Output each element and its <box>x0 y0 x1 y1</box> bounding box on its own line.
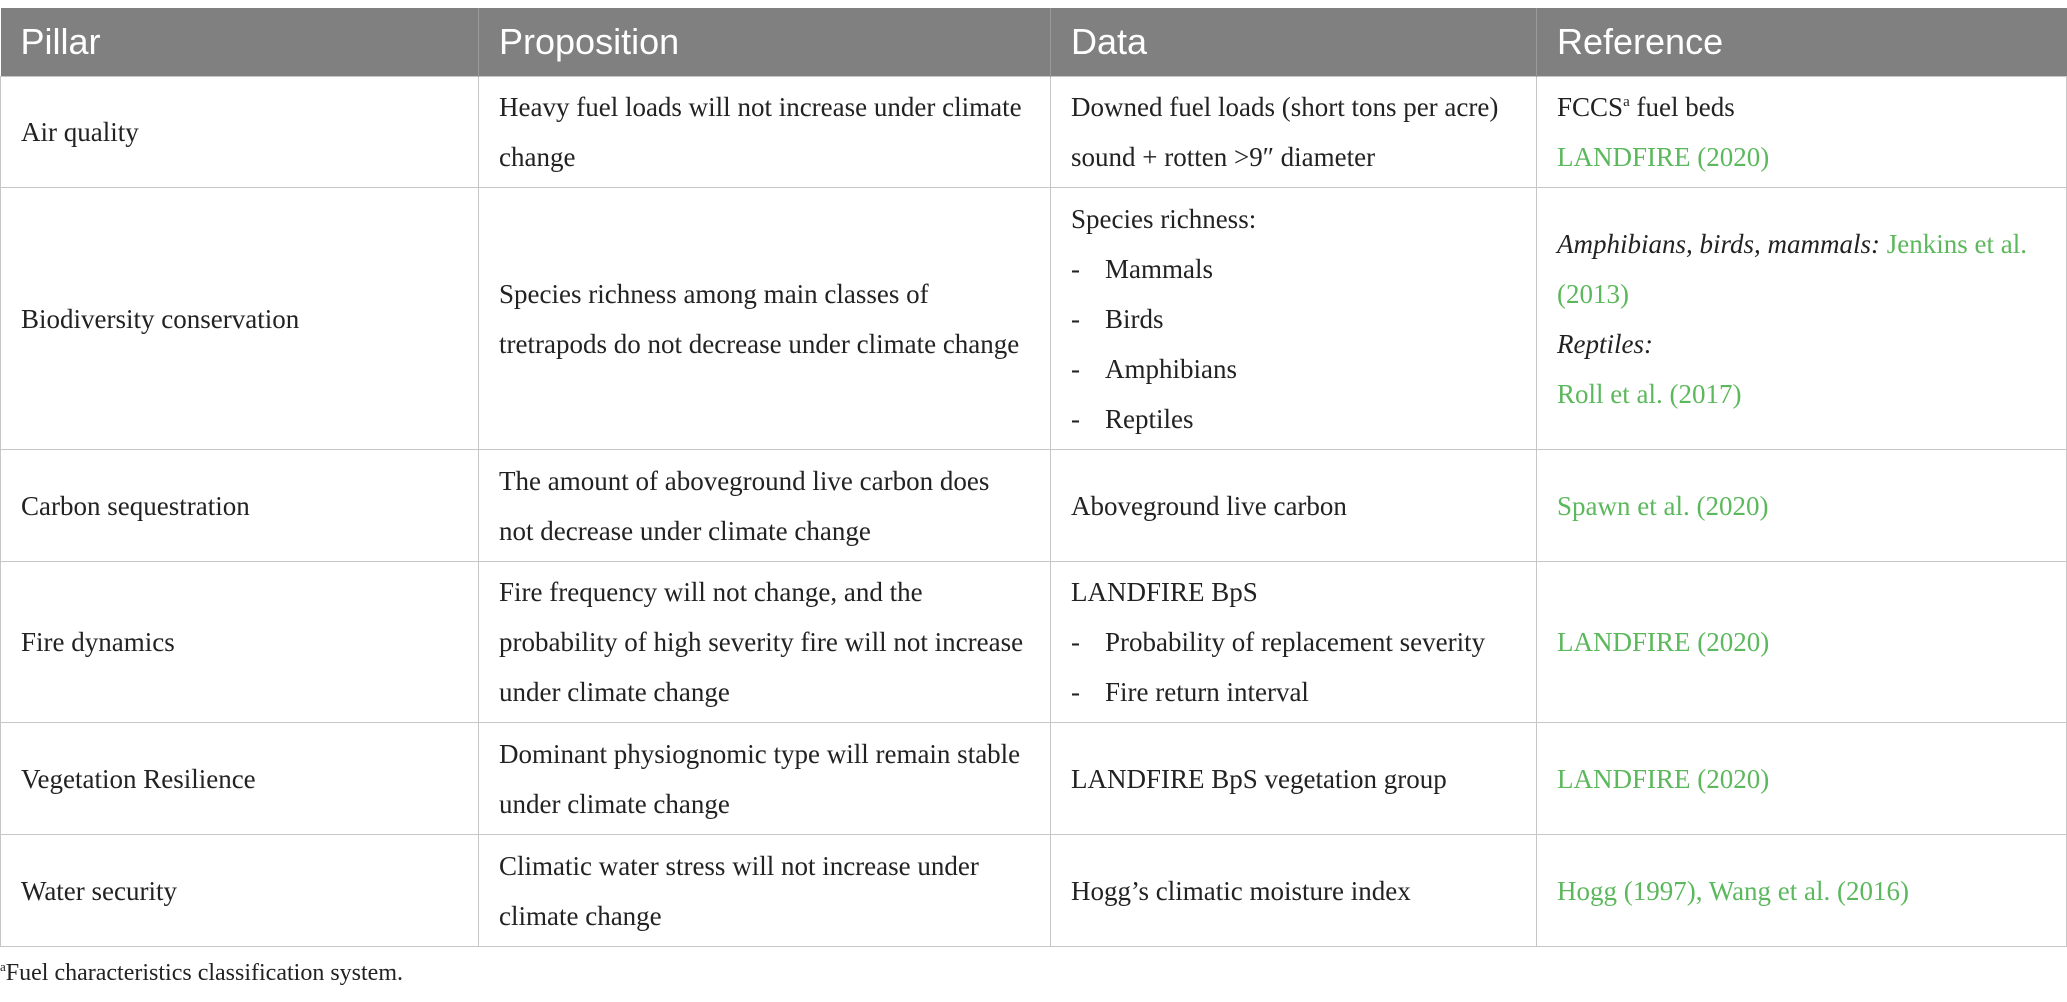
dash-bullet: - <box>1071 303 1080 334</box>
header-pillar: Pillar <box>1 8 479 77</box>
list-item-text: Probability of replacement severity <box>1105 627 1486 657</box>
dash-bullet: - <box>1071 677 1080 707</box>
data-list-item <box>1071 244 1516 294</box>
header-reference: Reference <box>1537 8 2067 77</box>
pillar-cell: Fire dynamics <box>1 562 479 723</box>
data-cell: Aboveground live carbon <box>1051 450 1537 562</box>
reference-link[interactable]: LANDFIRE (2020) <box>1557 142 1770 172</box>
pillar-cell: Carbon sequestration <box>1 450 479 562</box>
table-row <box>1 188 2067 450</box>
data-intro: LANDFIRE BpS <box>1071 577 1258 607</box>
table-header <box>1 8 2067 77</box>
list-item-text: Birds <box>1105 303 1164 334</box>
reference-link[interactable]: LANDFIRE (2020) <box>1557 627 1770 657</box>
data-cell: Downed fuel loads (short tons per acre) sound + rotten >9″ diameter <box>1051 77 1537 188</box>
table-row <box>1 77 2067 188</box>
proposition-cell: Dominant physiognomic type will remain stable under climate change <box>479 723 1051 835</box>
reference-link[interactable]: LANDFIRE (2020) <box>1557 763 1770 794</box>
reference-cell <box>1537 723 2067 835</box>
table-footnote <box>0 960 403 987</box>
data-list-item <box>1071 667 1516 717</box>
reference-cell <box>1537 77 2067 188</box>
pillar-cell: Water security <box>1 835 479 947</box>
header-proposition: Proposition <box>479 8 1051 77</box>
data-cell: LANDFIRE BpS vegetation group <box>1051 723 1537 835</box>
proposition-cell: Heavy fuel loads will not increase under climate change <box>479 77 1051 188</box>
reference-link[interactable]: Hogg (1997), Wang et al. (2016) <box>1557 875 1910 906</box>
reference-cell <box>1537 835 2067 947</box>
reference-label: FCCS <box>1557 92 1624 122</box>
table-row <box>1 450 2067 562</box>
header-data: Data <box>1051 8 1537 77</box>
list-item-text: Amphibians <box>1105 353 1237 384</box>
pillars-table-container <box>0 8 2066 947</box>
table-row <box>1 723 2067 835</box>
data-intro: Species richness: <box>1071 203 1257 234</box>
table-body <box>1 77 2067 947</box>
data-list-item <box>1071 617 1516 667</box>
pillars-table <box>0 8 2067 947</box>
data-cell <box>1051 562 1537 723</box>
pillar-cell: Vegetation Resilience <box>1 723 479 835</box>
reference-cell <box>1537 450 2067 562</box>
list-item-text: Mammals <box>1105 253 1213 284</box>
reference-cell <box>1537 188 2067 450</box>
footnote-text: Fuel characteristics classification system. <box>5 960 403 986</box>
table-row <box>1 562 2067 723</box>
proposition-cell: Fire frequency will not change, and the probability of high severity fire will not increase under climate change <box>479 562 1051 723</box>
proposition-cell: Species richness among main classes of tretrapods do not decrease under climate change <box>479 188 1051 450</box>
proposition-cell: Climatic water stress will not increase under climate change <box>479 835 1051 947</box>
table-row <box>1 835 2067 947</box>
list-item-text: Fire return interval <box>1105 677 1309 707</box>
pillar-cell: Biodiversity conservation <box>1 188 479 450</box>
reference-group-label: Amphibians, birds, mammals: <box>1557 228 1881 259</box>
footnote-marker: a <box>1623 94 1630 110</box>
data-cell <box>1051 188 1537 450</box>
reference-link[interactable]: Jenkins et al. (2013) <box>1557 228 2027 309</box>
proposition-cell: The amount of aboveground live carbon does not decrease under climate change <box>479 450 1051 562</box>
reference-link[interactable]: Spawn et al. (2020) <box>1557 490 1769 521</box>
dash-bullet: - <box>1071 627 1080 657</box>
reference-link[interactable]: Roll et al. (2017) <box>1557 378 1742 409</box>
data-list-item <box>1071 294 1516 344</box>
data-list-item <box>1071 344 1516 394</box>
reference-label-suffix: fuel beds <box>1629 92 1735 122</box>
reference-group-label: Reptiles: <box>1557 328 1653 359</box>
list-item-text: Reptiles <box>1105 403 1194 434</box>
data-list-item <box>1071 394 1516 444</box>
reference-text <box>1557 82 2046 132</box>
data-cell: Hogg’s climatic moisture index <box>1051 835 1537 947</box>
dash-bullet: - <box>1071 353 1080 384</box>
header-row <box>1 8 2067 77</box>
dash-bullet: - <box>1071 253 1080 284</box>
footnote-marker: a <box>0 959 6 974</box>
reference-cell <box>1537 562 2067 723</box>
pillar-cell: Air quality <box>1 77 479 188</box>
dash-bullet: - <box>1071 403 1080 434</box>
